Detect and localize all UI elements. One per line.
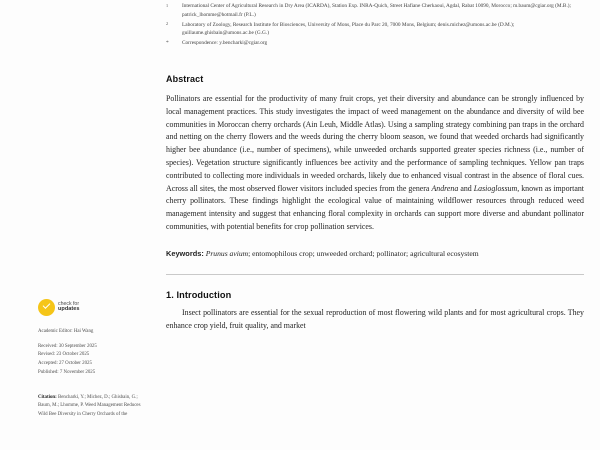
badge-line-2: updates <box>58 306 80 313</box>
check-for-updates-label <box>58 302 79 313</box>
affiliations-list <box>166 2 584 48</box>
correspondence-text: Correspondence: y.bencharki@cgiar.org <box>182 40 268 47</box>
correspondence-row <box>166 39 584 48</box>
date-accepted: Accepted: 27 October 2025 <box>38 361 92 367</box>
citation-text: Bencharki, Y.; Michez, D.; Ghisbain, G.; Baum, M.; Lhomme, P. Weed Management Reduces Wild Bee Diversity in Cherry Orchards of the <box>38 395 141 417</box>
main-column <box>166 0 584 333</box>
affiliation-row <box>166 2 584 19</box>
check-for-updates-badge[interactable] <box>38 299 79 316</box>
citation-block <box>38 394 144 419</box>
date-published: Published: 7 November 2025 <box>38 369 96 375</box>
introduction-body <box>166 307 584 333</box>
genus-andrena: Andrena <box>431 183 459 193</box>
abstract-part-1: Pollinators are essential for the productivity of many fruit crops, yet their diversity and abundance can be strongly influenced by local management practices. This study investigates the impact of weed management on the abundance and diversity of wild bee communities in Moroccan cherry orchards (Ain Leuh, Middle Atlas). Using a sampling strategy combining pan traps in the orchard and netting on the cherry flowers and the weeds during the cherry bloom season, we found that weeded orchards had significantly higher bee abundance (i.e., number of specimens), while unweeded orchards supported greater species richness (i.e., number of species). Vegetation structure significantly influences bee activity and the performance of sampling techniques. Yellow pan traps contributed to collecting more individuals in weeded orchards, likely due to enhanced visual contrast in the absence of floral cues. Across all sites, the most observed flower visitors included species from the genera <box>166 94 584 193</box>
abstract-part-2: , known as important cherry pollinators. These findings highlight the ecological value of maintaining wildflower resources through reduced weed management intensity and suggest that enhancing floral complexity in orchards can support more diverse and abundant pollinator communities, with potential benefits for crop pollination services. <box>166 183 584 232</box>
citation-label: Citation: <box>38 395 57 400</box>
badge-line-1: check for <box>58 300 80 307</box>
affiliation-marker: 2 <box>166 21 169 27</box>
abstract-heading: Abstract <box>166 74 204 85</box>
keywords-label: Keywords: <box>166 248 204 258</box>
affiliation-marker: 1 <box>166 2 169 8</box>
publication-metadata <box>38 328 142 378</box>
publication-dates <box>38 343 142 378</box>
keywords-line <box>166 248 584 260</box>
genus-lasioglossum: Lasioglossum <box>473 183 518 193</box>
section-divider <box>166 274 584 275</box>
affiliation-text: International Center of Agricultural Research in Dry Area (ICARDA), Station Exp. INRA-Quich, Street Hafiane Cherkaoui, Agdal, Rabat 10090, Morocco; m.baum@cgiar.org (M.B.); patrick_lhomme@hotmail.fr (P.L.) <box>182 3 572 18</box>
left-sidebar <box>38 0 146 450</box>
introduction-paragraph: Insect pollinators are essential for the sexual reproduction of most flowering wild plants and for most agricultural crops. They enhance crop yield, fruit quality, and market <box>166 307 584 330</box>
date-revised: Revised: 23 October 2025 <box>38 352 90 358</box>
affiliation-text: Laboratory of Zoology, Research Institute for Biosciences, University of Mons, Place du Parc 20, 7000 Mons, Belgium; denis.michez@umons.ac.be (D.M.); guillaume.ghisbain@umons.ac.be (G.G.) <box>182 21 515 37</box>
keyword-species: Prunus avium <box>205 248 249 258</box>
keywords-rest: ; entomophilous crop; unweeded orchard; pollinator; agricultural ecosystem <box>248 248 479 258</box>
affiliation-row <box>166 21 584 38</box>
introduction-heading: 1. Introduction <box>166 289 232 300</box>
check-circle-icon <box>38 299 55 316</box>
academic-editor: Academic Editor: Hai Wang <box>38 329 94 334</box>
abstract-body <box>166 93 584 234</box>
date-received: Received: 30 September 2025 <box>38 343 97 349</box>
correspondence-marker: * <box>166 40 169 47</box>
abstract-conjunction: and <box>458 183 474 193</box>
